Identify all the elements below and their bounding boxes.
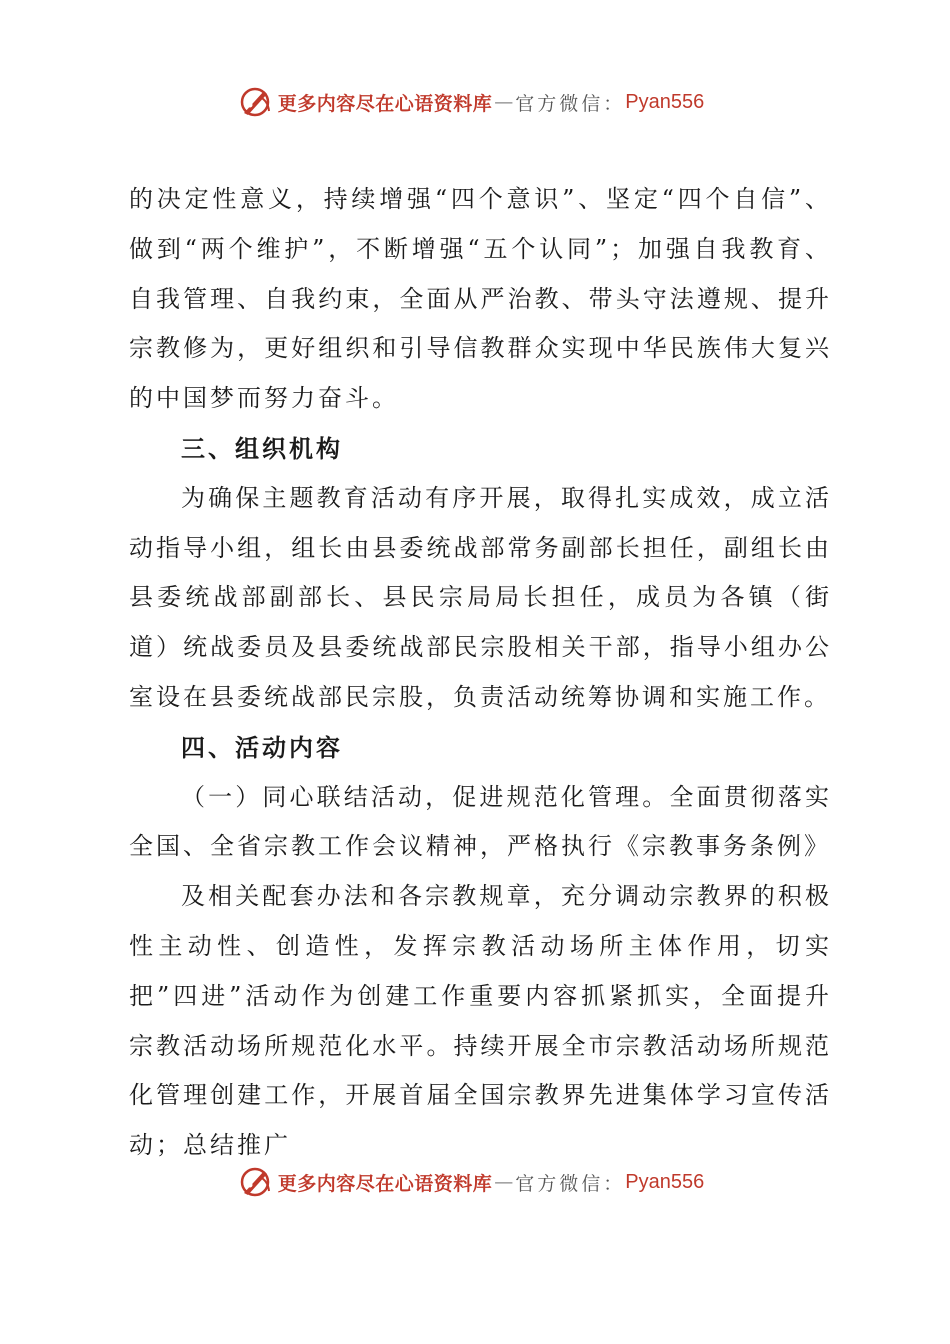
watermark-main-text: 更多内容尽在心语资料库: [277, 92, 493, 115]
header-watermark: [0, 82, 950, 122]
watermark-label: 官方微信：: [515, 1172, 626, 1195]
paragraph-organization: 为确保主题教育活动有序开展，取得扎实成效，成立活动指导小组，组长由县委统战部常务副部长担任，副组长由县委统战部副部长、县民宗局局长担任，成员为各镇（街道）统战委员及县委统战部民宗股相关干部，指导小组办公室设在县委统战部民宗股，负责活动统筹协调和实施工作。: [129, 483, 832, 711]
watermark-main-text: 更多内容尽在心语资料库: [277, 1172, 493, 1195]
section-heading-activities: 四、活动内容: [181, 732, 343, 762]
footer-watermark: [0, 1162, 950, 1202]
watermark-id: Pyan556: [625, 90, 705, 113]
document-body: [129, 175, 832, 1171]
section-heading-organization: 三、组织机构: [181, 433, 343, 463]
watermark-dash: —: [494, 91, 514, 113]
watermark-id: Pyan556: [625, 1170, 705, 1193]
paragraph-continuation: 的决定性意义，持续增强“四个意识”、坚定“四个自信”、做到“两个维护”，不断增强“五个认同”；加强自我教育、自我管理、自我约束，全面从严治教、带头守法遵规、提升宗教修为，更好组织和引导信教群众实现中华民族伟大复兴的中国梦而努力奋斗。: [129, 185, 832, 413]
watermark-label: 官方微信：: [515, 92, 626, 115]
paragraph-activity-one: （一）同心联结活动，促进规范化管理。全面贯彻落实全国、全省宗教工作会议精神，严格执行《宗教事务条例》: [129, 782, 832, 861]
quill-logo-icon: [238, 1165, 272, 1199]
paragraph-activity-one-continued: 及相关配套办法和各宗教规章，充分调动宗教界的积极性主动性、创造性，发挥宗教活动场所主体作用，切实把”四进”活动作为创建工作重要内容抓紧抓实，全面提升宗教活动场所规范化水平。持续开展全市宗教活动场所规范化管理创建工作，开展首届全国宗教界先进集体学习宣传活动；总结推广: [129, 882, 832, 1160]
quill-logo-icon: [238, 85, 272, 119]
watermark-dash: —: [494, 1171, 514, 1193]
